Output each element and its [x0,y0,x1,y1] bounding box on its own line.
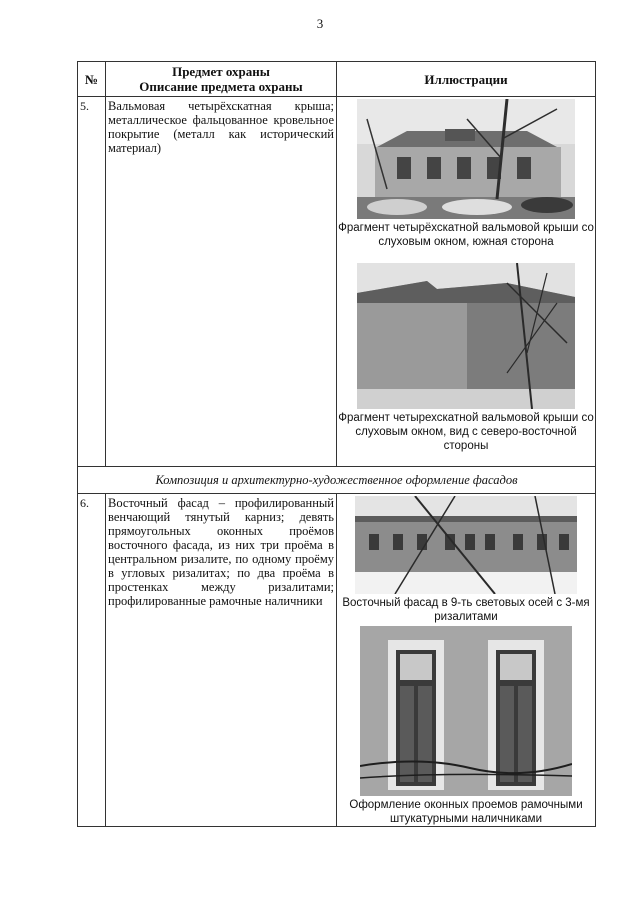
photo-roof-northeast [357,263,575,409]
caption-roof-northeast: Фрагмент четырехскатной вальмовой крыши со слуховым окном, вид с северо-восточной стороны [338,412,594,452]
table-row [78,97,596,467]
photo-window-frames [360,626,572,796]
section-heading-row [78,467,596,494]
row-description: Вальмовая четырёхскатная крыша; металлическое фальцованное кровельное покрытие (металл как исторический материал) [106,97,337,467]
table-header-row [78,62,596,97]
caption-window-frames: Оформление оконных проемов рамочными штукатурными наличниками [349,799,583,825]
row-num: 6. [78,494,106,827]
page-number: 3 [316,16,324,31]
protection-table [77,61,596,827]
section-heading: Композиция и архитектурно-художественное оформление фасадов [78,467,596,494]
header-illustrations: Иллюстрации [337,62,596,97]
header-subject-line1: Предмет охраны [172,64,270,79]
caption-roof-south: Фрагмент четырёхскатной вальмовой крыши со слуховым окном, южная сторона [338,222,594,248]
header-subject [106,62,337,97]
photo-east-facade [355,496,577,594]
row-description: Восточный фасад – профилированный венчающий тянутый карниз; девять прямоугольных оконных проёмов восточного фасада, из них три проёма в центральном ризалите, по одному проёму в угловых ризалитах; по два проёма в простенках между ризалитами; профилированные рамочные наличники [106,494,337,827]
photo-roof-south [357,99,575,219]
header-subject-line2: Описание предмета охраны [139,79,303,94]
caption-east-facade: Восточный фасад в 9-ть световых осей с 3-мя ризалитами [342,597,590,623]
header-num: № [78,62,106,97]
table-row [78,494,596,827]
row-illustrations [337,97,596,467]
row-illustrations [337,494,596,827]
row-num: 5. [78,97,106,467]
